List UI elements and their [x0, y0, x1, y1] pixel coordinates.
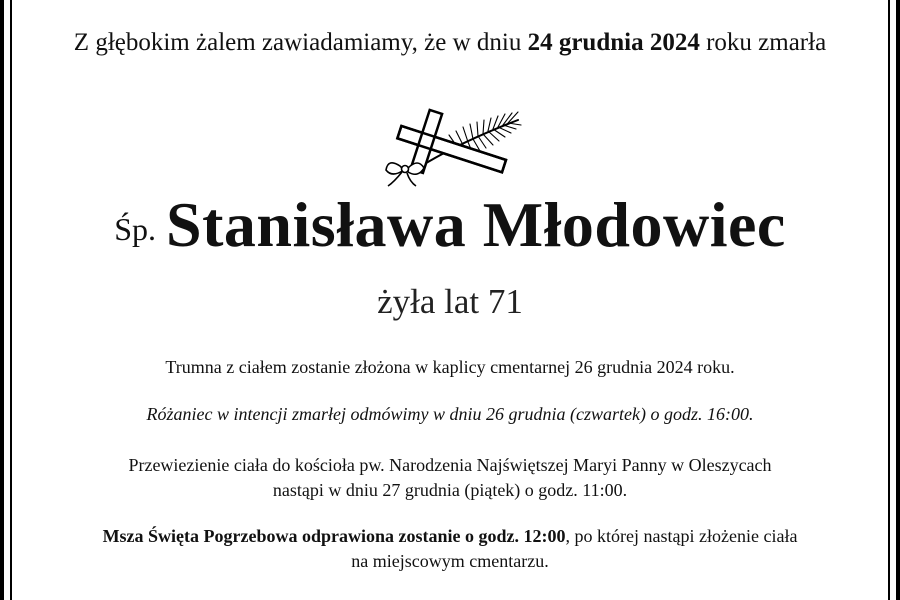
death-date: 24 grudnia 2024	[527, 29, 700, 56]
mass-paragraph	[40, 524, 860, 574]
cross-with-palm-branch-icon	[378, 108, 523, 188]
deceased-name: Stanisława Młodowiec	[166, 189, 786, 260]
mass-time-bold: Msza Święta Pogrzebowa odprawiona zostanie o godz. 12:00	[102, 526, 566, 546]
mass-line-1	[40, 524, 860, 549]
age-text: żyła lat 71	[377, 282, 523, 321]
intro-text	[0, 28, 900, 58]
intro-before: Z głębokim żalem zawiadamiamy, że w dniu	[73, 29, 528, 56]
transfer-line-1: Przewiezienie ciała do kościoła pw. Narodzenia Najświętszej Maryi Panny w Oleszycach	[128, 455, 772, 475]
deceased-name-line	[0, 188, 900, 262]
name-prefix: Śp.	[114, 211, 156, 247]
mass-line-rest: , po której nastąpi złożenie ciała	[565, 526, 798, 546]
intro-after: roku zmarła	[699, 29, 827, 56]
transfer-line-2: nastąpi w dniu 27 grudnia (piątek) o godz. 11:00.	[272, 480, 628, 500]
rosary-paragraph: Różaniec w intencji zmarłej odmówimy w dniu 26 grudnia (czwartek) o godz. 16:00.	[146, 404, 754, 424]
mass-line-2: na miejscowym cmentarzu.	[351, 551, 549, 571]
coffin-paragraph: Trumna z ciałem zostanie złożona w kaplicy cmentarnej 26 grudnia 2024 roku.	[165, 357, 735, 377]
transfer-paragraph	[40, 453, 860, 503]
